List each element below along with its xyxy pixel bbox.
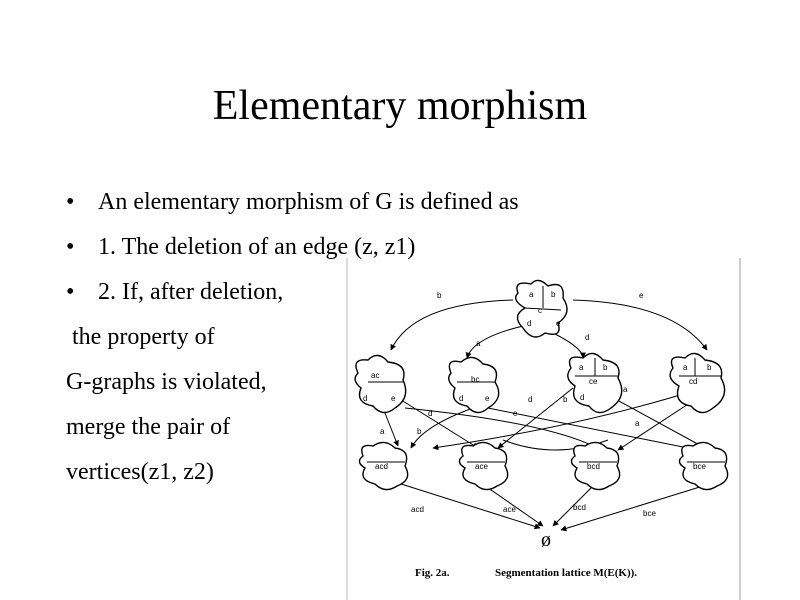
region-label: d [363,394,368,403]
region-label: e [556,319,561,328]
edge-label: acd [411,505,424,514]
region-label: d [527,319,532,328]
top-node [516,280,567,337]
edge-label: ace [503,505,516,514]
middle-node-1 [355,355,406,412]
middle-node-3 [568,353,622,412]
region-label: b [707,363,712,372]
bullet-line-1 [66,180,686,225]
region-label: bce [693,462,706,471]
edge-label: d [528,395,533,404]
lower-node-acd [359,442,407,489]
lower-node-bcd [571,442,619,489]
bullet-mark: • [66,279,75,305]
bullet-text: 2. If, after deletion, [98,279,284,305]
bullet-mark: • [66,234,75,260]
region-label: b [551,290,556,299]
figure-caption-text: Segmentation lattice M(E(K)). [495,567,638,579]
region-label: d [459,394,464,403]
bullet-text: 1. The deletion of an edge (z, z1) [98,234,416,260]
continuation-text: vertices(z1, z2) [66,459,214,485]
lower-node-ace [459,442,507,489]
edge-label: b [437,291,442,300]
region-label: a [579,363,584,372]
segmentation-lattice-figure [333,258,800,600]
region-label: ac [371,371,380,380]
region-label: bc [471,375,480,384]
bullet-text: An elementary morphism of G is defined as [98,189,519,215]
region-label: ace [475,462,488,471]
region-label: b [603,363,608,372]
region-label: d [580,393,585,402]
empty-set-symbol: ø [541,529,551,551]
lattice-diagram [333,258,800,600]
edge-label: d [428,409,433,418]
region-label: a [683,363,688,372]
region-label: bcd [587,462,600,471]
edge-label: e [639,291,644,300]
edge-label: a [380,427,385,436]
lower-node-bce [679,442,727,489]
continuation-text: merge the pair of [66,414,231,440]
region-label: acd [375,462,388,471]
figure-caption-number: Fig. 2a. [415,567,450,579]
slide-title: Elementary morphism [212,83,588,129]
region-label: cd [689,377,698,386]
region-label: c [538,306,542,315]
region-label: a [529,290,534,299]
region-label: ce [589,377,598,386]
middle-node-4 [670,353,724,412]
edge-label: e [513,409,518,418]
bullet-mark: • [66,189,75,215]
edge-label: b [563,395,568,404]
edge-label: d [585,333,590,342]
region-label: e [485,394,490,403]
edge-label: bcd [573,503,586,512]
edge-label: a [476,339,481,348]
edge-label: b [417,427,422,436]
region-label: e [391,394,396,403]
edge-label: bce [643,509,656,518]
continuation-text: G-graphs is violated, [66,369,267,395]
edge-label: a [635,419,640,428]
middle-node-2 [449,357,499,412]
continuation-text: the property of [72,324,215,350]
edge-label: a [623,385,628,394]
